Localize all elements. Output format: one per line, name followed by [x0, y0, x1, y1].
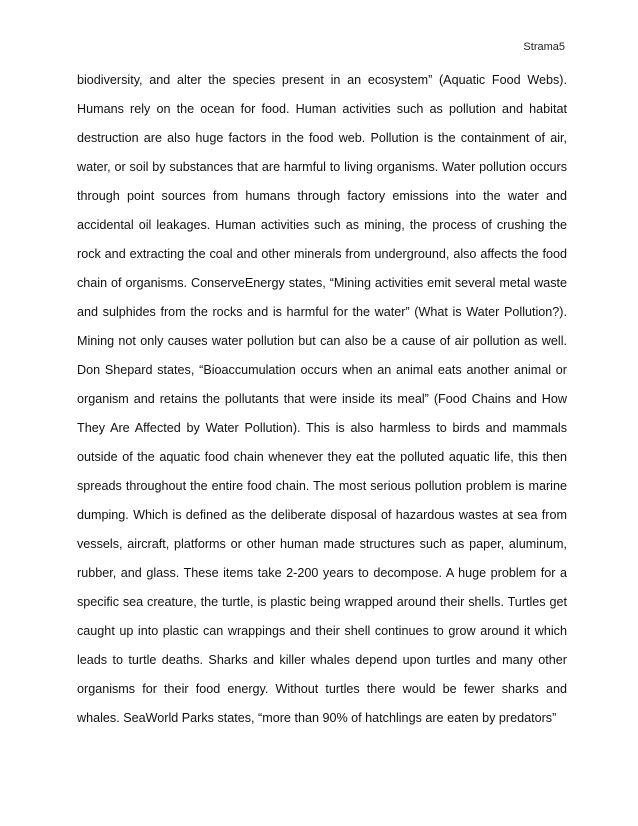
text-line: dumping. Which is defined as the deliberate disposal of hazardous wastes at sea from	[77, 508, 567, 522]
text-line: Mining not only causes water pollution but can also be a cause of air pollution as well.	[77, 334, 567, 348]
text-line: chain of organisms. ConserveEnergy states, “Mining activities emit several metal waste	[77, 276, 567, 290]
text-line: vessels, aircraft, platforms or other human made structures such as paper, aluminum,	[77, 537, 567, 551]
running-head: Strama5	[523, 41, 565, 53]
text-line: Humans rely on the ocean for food. Human activities such as pollution and habitat	[77, 102, 567, 116]
text-line: outside of the aquatic food chain whenever they eat the polluted aquatic life, this then	[77, 450, 567, 464]
text-line: They Are Affected by Water Pollution). This is also harmless to birds and mammals	[77, 421, 567, 435]
text-line: leads to turtle deaths. Sharks and killer whales depend upon turtles and many other	[77, 653, 567, 667]
text-line: organisms for their food energy. Without turtles there would be fewer sharks and	[77, 682, 567, 696]
text-line: rock and extracting the coal and other minerals from underground, also affects the food	[77, 247, 567, 261]
text-line: whales. SeaWorld Parks states, “more than 90% of hatchlings are eaten by predators”	[77, 711, 557, 725]
text-line: organism and retains the pollutants that were inside its meal” (Food Chains and How	[77, 392, 567, 406]
text-line: specific sea creature, the turtle, is plastic being wrapped around their shells. Turtles get	[77, 595, 567, 609]
text-line: accidental oil leakages. Human activities such as mining, the process of crushing the	[77, 218, 567, 232]
text-line: Don Shepard states, “Bioaccumulation occurs when an animal eats another animal or	[77, 363, 567, 377]
body-paragraph	[77, 70, 567, 737]
text-line: through point sources from humans through factory emissions into the water and	[77, 189, 567, 203]
text-line: water, or soil by substances that are harmful to living organisms. Water pollution occurs	[77, 160, 567, 174]
text-line: biodiversity, and alter the species present in an ecosystem” (Aquatic Food Webs).	[77, 73, 567, 87]
text-line: destruction are also huge factors in the food web. Pollution is the containment of air,	[77, 131, 567, 145]
text-line: caught up into plastic can wrappings and their shell continues to grow around it which	[77, 624, 567, 638]
text-line: rubber, and glass. These items take 2-200 years to decompose. A huge problem for a	[77, 566, 567, 580]
text-line: and sulphides from the rocks and is harmful for the water” (What is Water Pollution?).	[77, 305, 567, 319]
text-line: spreads throughout the entire food chain. The most serious pollution problem is marine	[77, 479, 567, 493]
